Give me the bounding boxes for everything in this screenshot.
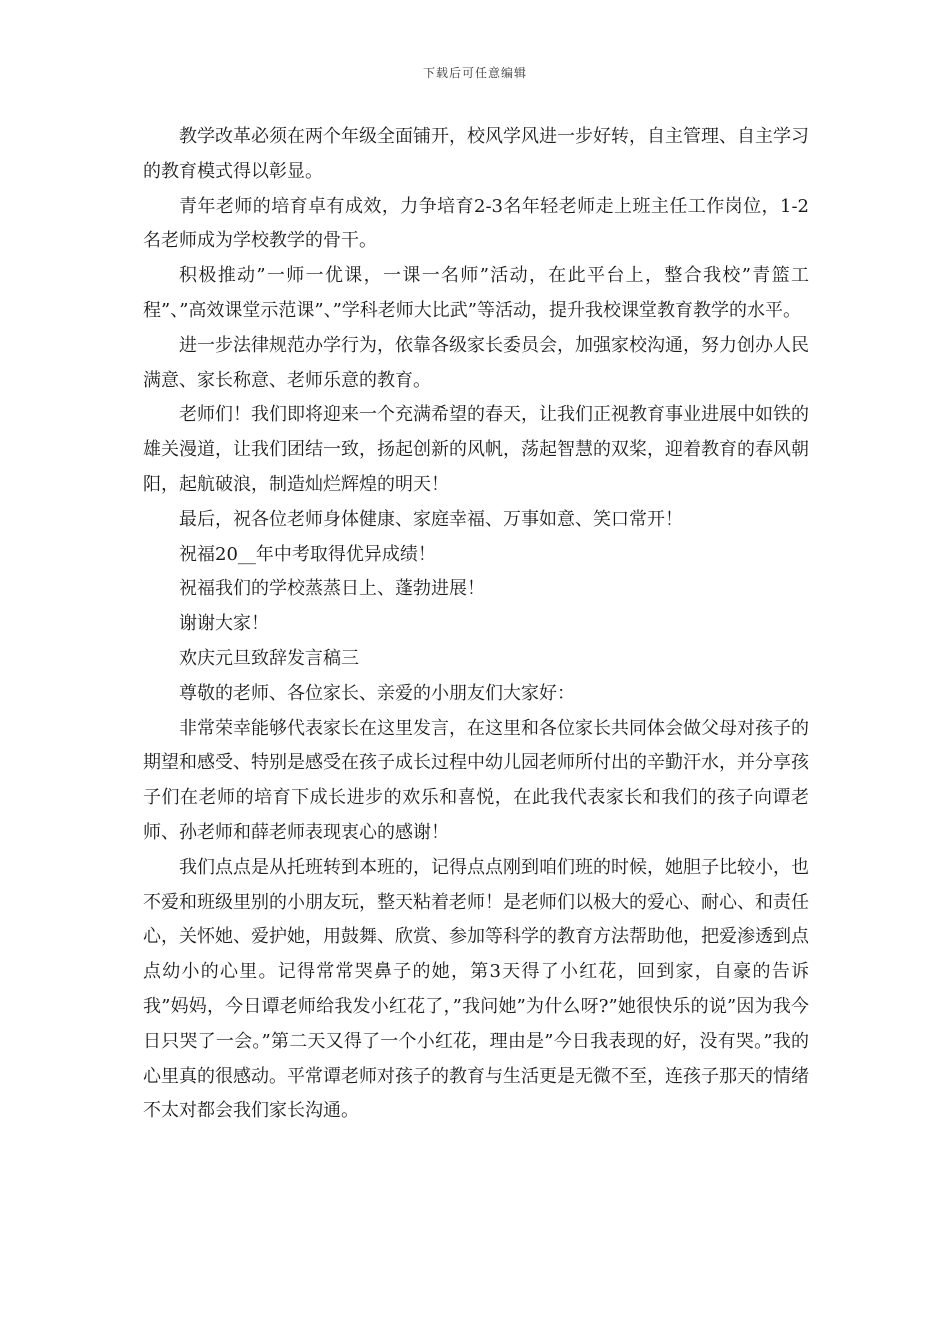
page-header-note: 下载后可任意编辑 <box>422 66 527 80</box>
paragraph: 最后，祝各位老师身体健康、家庭幸福、万事如意、笑口常开！ <box>179 508 683 530</box>
paragraph: 老师们！我们即将迎来一个充满希望的春天，让我们正视教育事业进展中如铁的雄关漫道，让我们团结一致，扬起创新的风帆，荡起智慧的双桨，迎着教育的春风朝阳，起航破浪，制造灿烂辉煌的明天！ <box>143 404 809 495</box>
document-body <box>143 120 809 1129</box>
paragraph: 进一步法律规范办学行为，依靠各级家长委员会，加强家校沟通，努力创办人民满意、家长称意、老师乐意的教育。 <box>143 334 809 391</box>
paragraph: 青年老师的培育卓有成效，力争培育2-3名年轻老师走上班主任工作岗位，1-2名老师成为学校教学的骨干。 <box>143 195 809 252</box>
salutation: 尊敬的老师、各位家长、亲爱的小朋友们大家好： <box>179 682 575 704</box>
paragraph: 非常荣幸能够代表家长在这里发言，在这里和各位家长共同体会做父母对孩子的期望和感受、特别是感受在孩子成长过程中幼儿园老师所付出的辛勤汗水，并分享孩子们在老师的培育下成长进步的欢乐和喜悦，在此我代表家长和我们的孩子向谭老师、孙老师和薛老师表现衷心的感谢！ <box>143 717 809 843</box>
paragraph: 谢谢大家！ <box>179 613 269 635</box>
paragraph: 积极推动”一师一优课，一课一名师”活动，在此平台上，整合我校”青篮工程”、”高效课堂示范课”、”学科老师大比武”等活动，提升我校课堂教育教学的水平。 <box>143 265 809 321</box>
paragraph: 教学改革必须在两个年级全面铺开，校风学风进一步好转，自主管理、自主学习的教育模式得以彰显。 <box>143 126 809 182</box>
paragraph: 我们点点是从托班转到本班的，记得点点刚到咱们班的时候，她胆子比较小，也不爱和班级里别的小朋友玩，整天粘着老师！是老师们以极大的爱心、耐心、和责任心，关怀她、爱护她，用鼓舞、欣赏、参加等科学的教育方法帮助他，把爱渗透到点点幼小的心里。记得常常哭鼻子的她，第3天得了小红花，回到家，自豪的告诉我”妈妈，今日谭老师给我发小红花了，”我问她”为什么呀?”她很快乐的说”因为我今日只哭了一会。”第二天又得了一个小红花，理由是”今日我表现的好，没有哭。”我的心里真的很感动。平常谭老师对孩子的教育与生活更是无微不至，连孩子那天的情绪不太对都会我们家长沟通。 <box>143 856 809 1122</box>
paragraph: 祝福我们的学校蒸蒸日上、蓬勃进展！ <box>179 578 485 600</box>
paragraph: 祝福20__年中考取得优异成绩！ <box>179 543 436 565</box>
section-title: 欢庆元旦致辞发言稿三 <box>179 647 359 669</box>
